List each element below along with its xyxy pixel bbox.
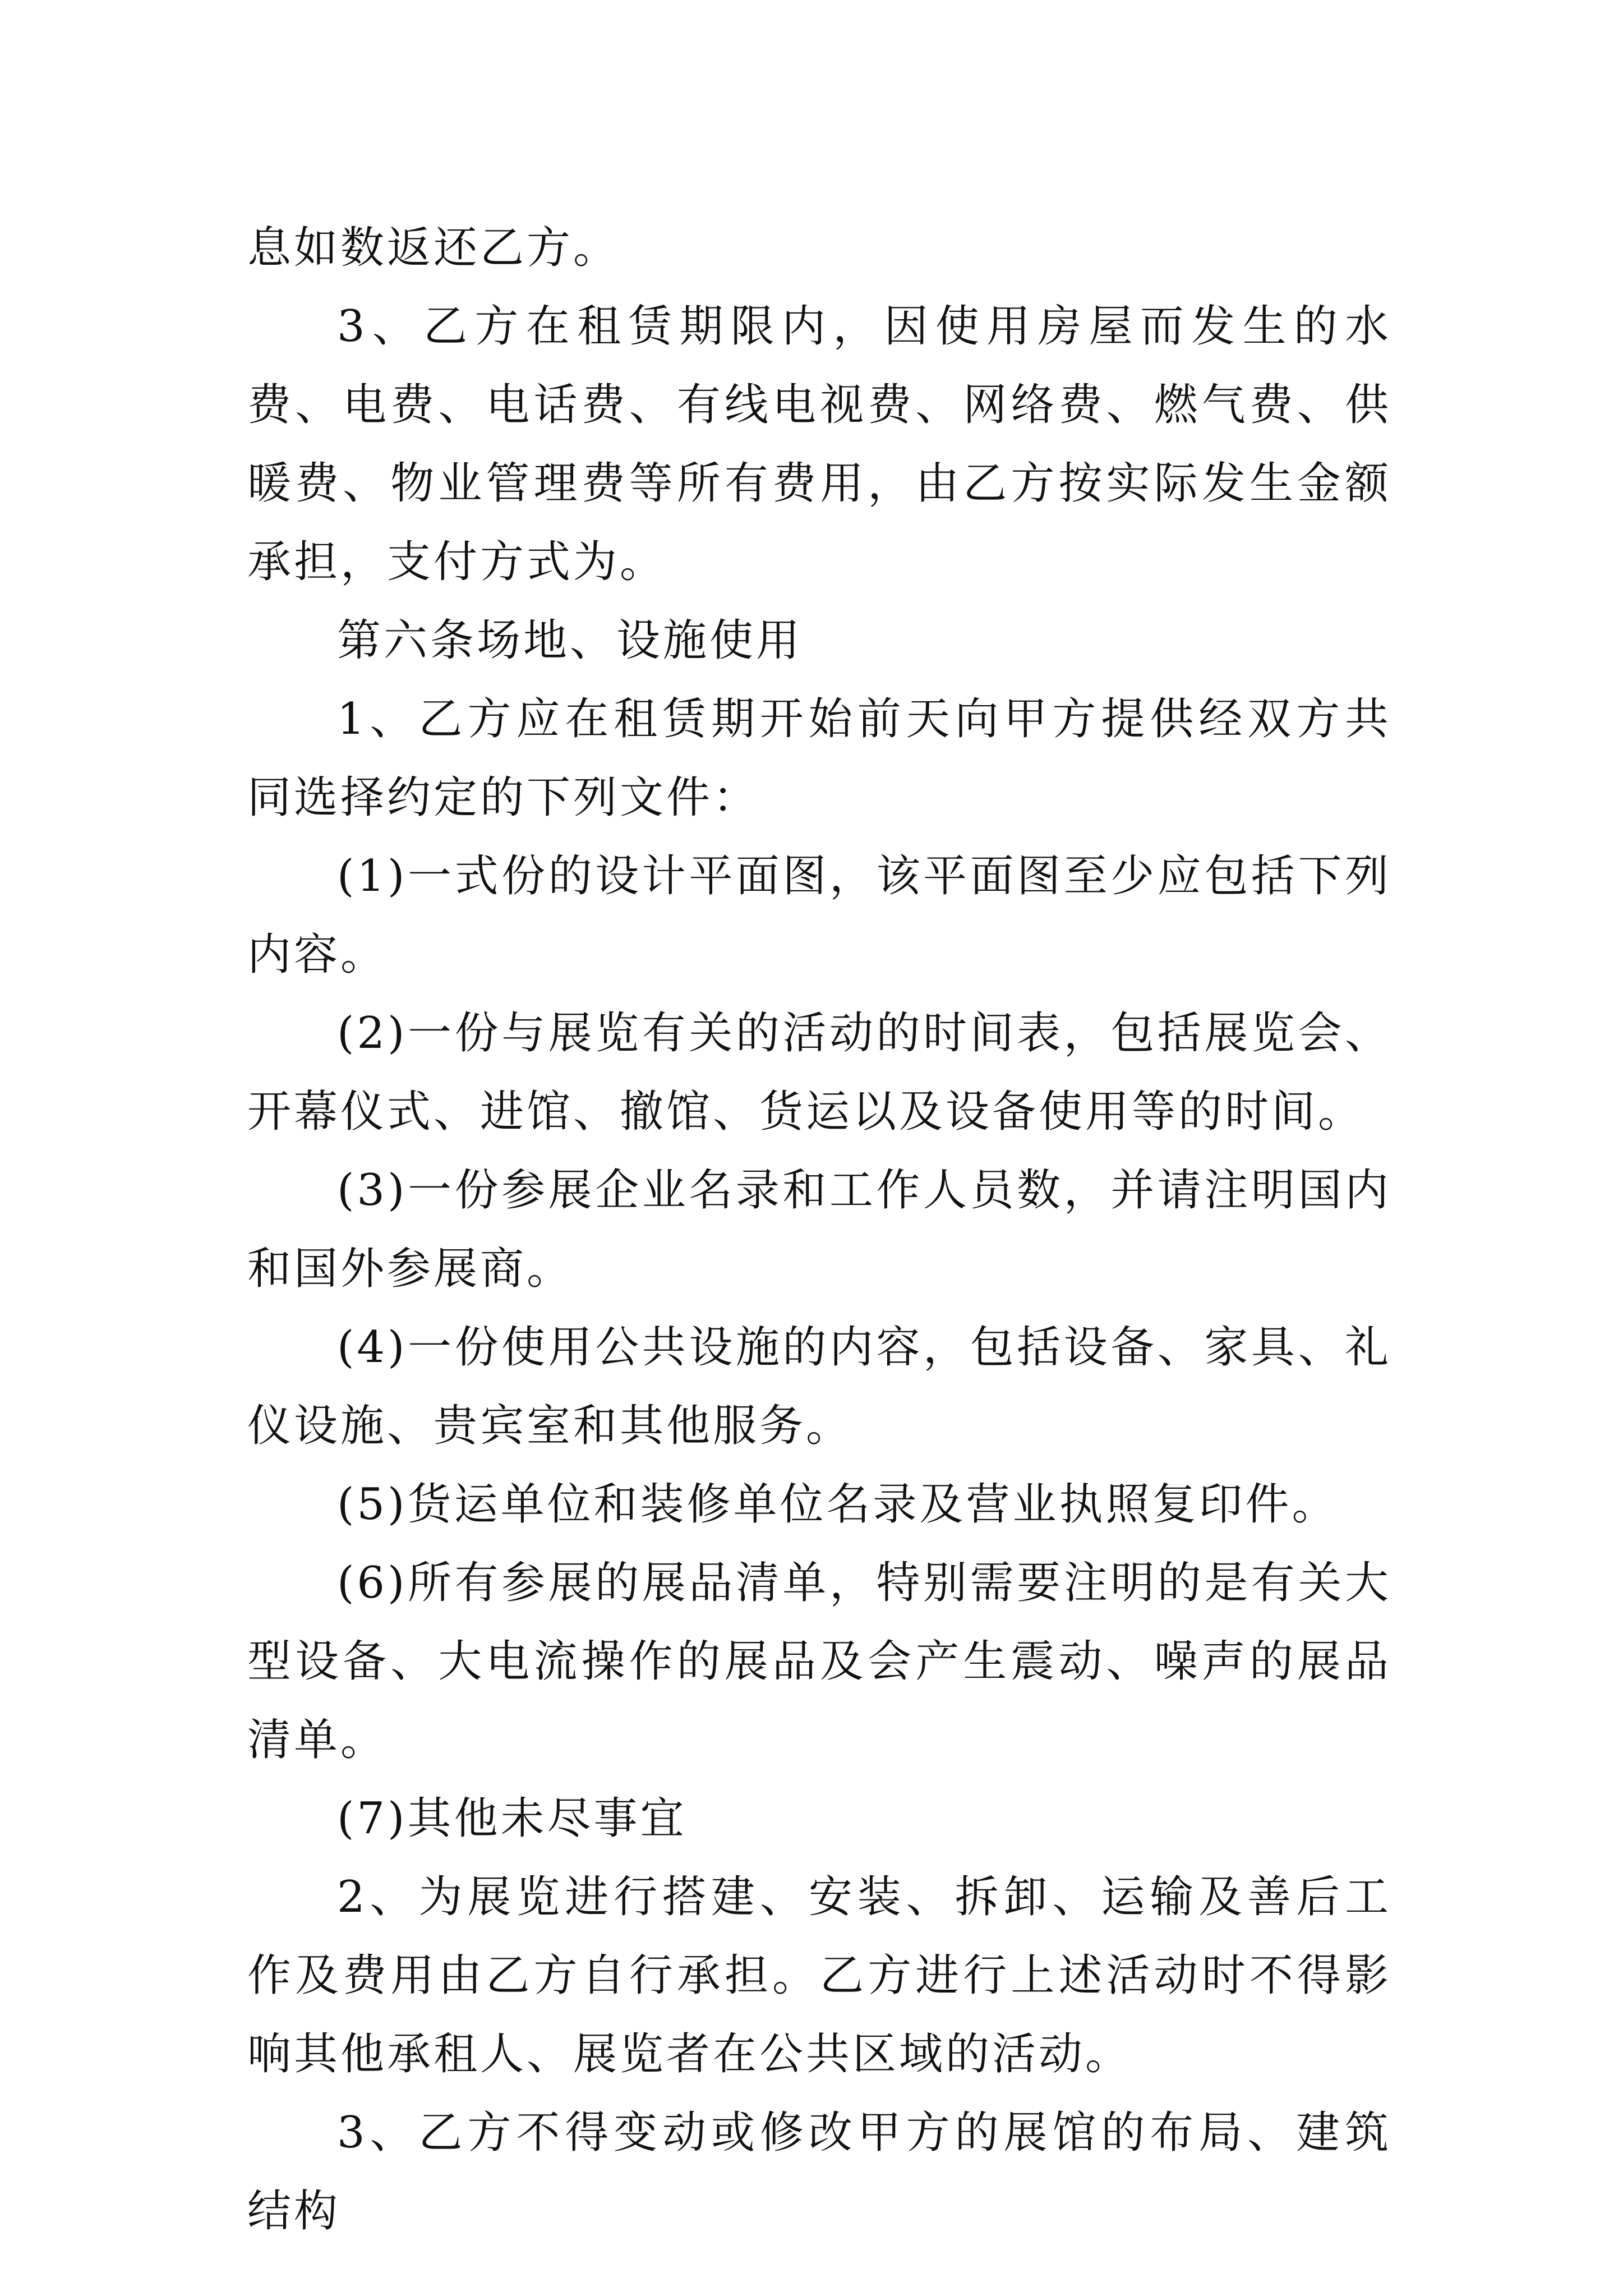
paragraph: 3、乙方在租赁期限内，因使用房屋而发生的水费、电费、电话费、有线电视费、网络费、燃气费、供暖费、物业管理费等所有费用，由乙方按实际发生金额承担，支付方式为。 [247, 301, 1391, 587]
list-item: (4)一份使用公共设施的内容，包括设备、家具、礼仪设施、贵宾室和其他服务。 [247, 1322, 1391, 1451]
paragraph: 息如数返还乙方。 [247, 223, 620, 273]
list-item: (2)一份与展览有关的活动的时间表，包括展览会、开幕仪式、进馆、撤馆、货运以及设备使用等的时间。 [247, 1008, 1391, 1137]
paragraph: 2、为展览进行搭建、安装、拆卸、运输及善后工作及费用由乙方自行承担。乙方进行上述活动时不得影响其他承租人、展览者在公共区域的活动。 [247, 1872, 1391, 2079]
section-heading: 第六条场地、设施使用 [337, 615, 803, 666]
list-item: (7)其他未尽事宜 [337, 1793, 687, 1844]
paragraph: 1、乙方应在租赁期开始前天向甲方提供经双方共同选择约定的下列文件： [247, 694, 1391, 823]
list-item: (3)一份参展企业名录和工作人员数，并请注明国内和国外参展商。 [247, 1165, 1391, 1294]
list-item: (6)所有参展的展品清单，特别需要注明的是有关大型设备、大电流操作的展品及会产生震动、噪声的展品清单。 [247, 1558, 1391, 1765]
list-item: (1)一式份的设计平面图，该平面图至少应包括下列内容。 [247, 851, 1391, 980]
document-body [247, 209, 1391, 2251]
list-item: (5)货运单位和装修单位名录及营业执照复印件。 [337, 1479, 1339, 1530]
paragraph: 3、乙方不得变动或修改甲方的展馆的布局、建筑结构 [247, 2108, 1391, 2237]
